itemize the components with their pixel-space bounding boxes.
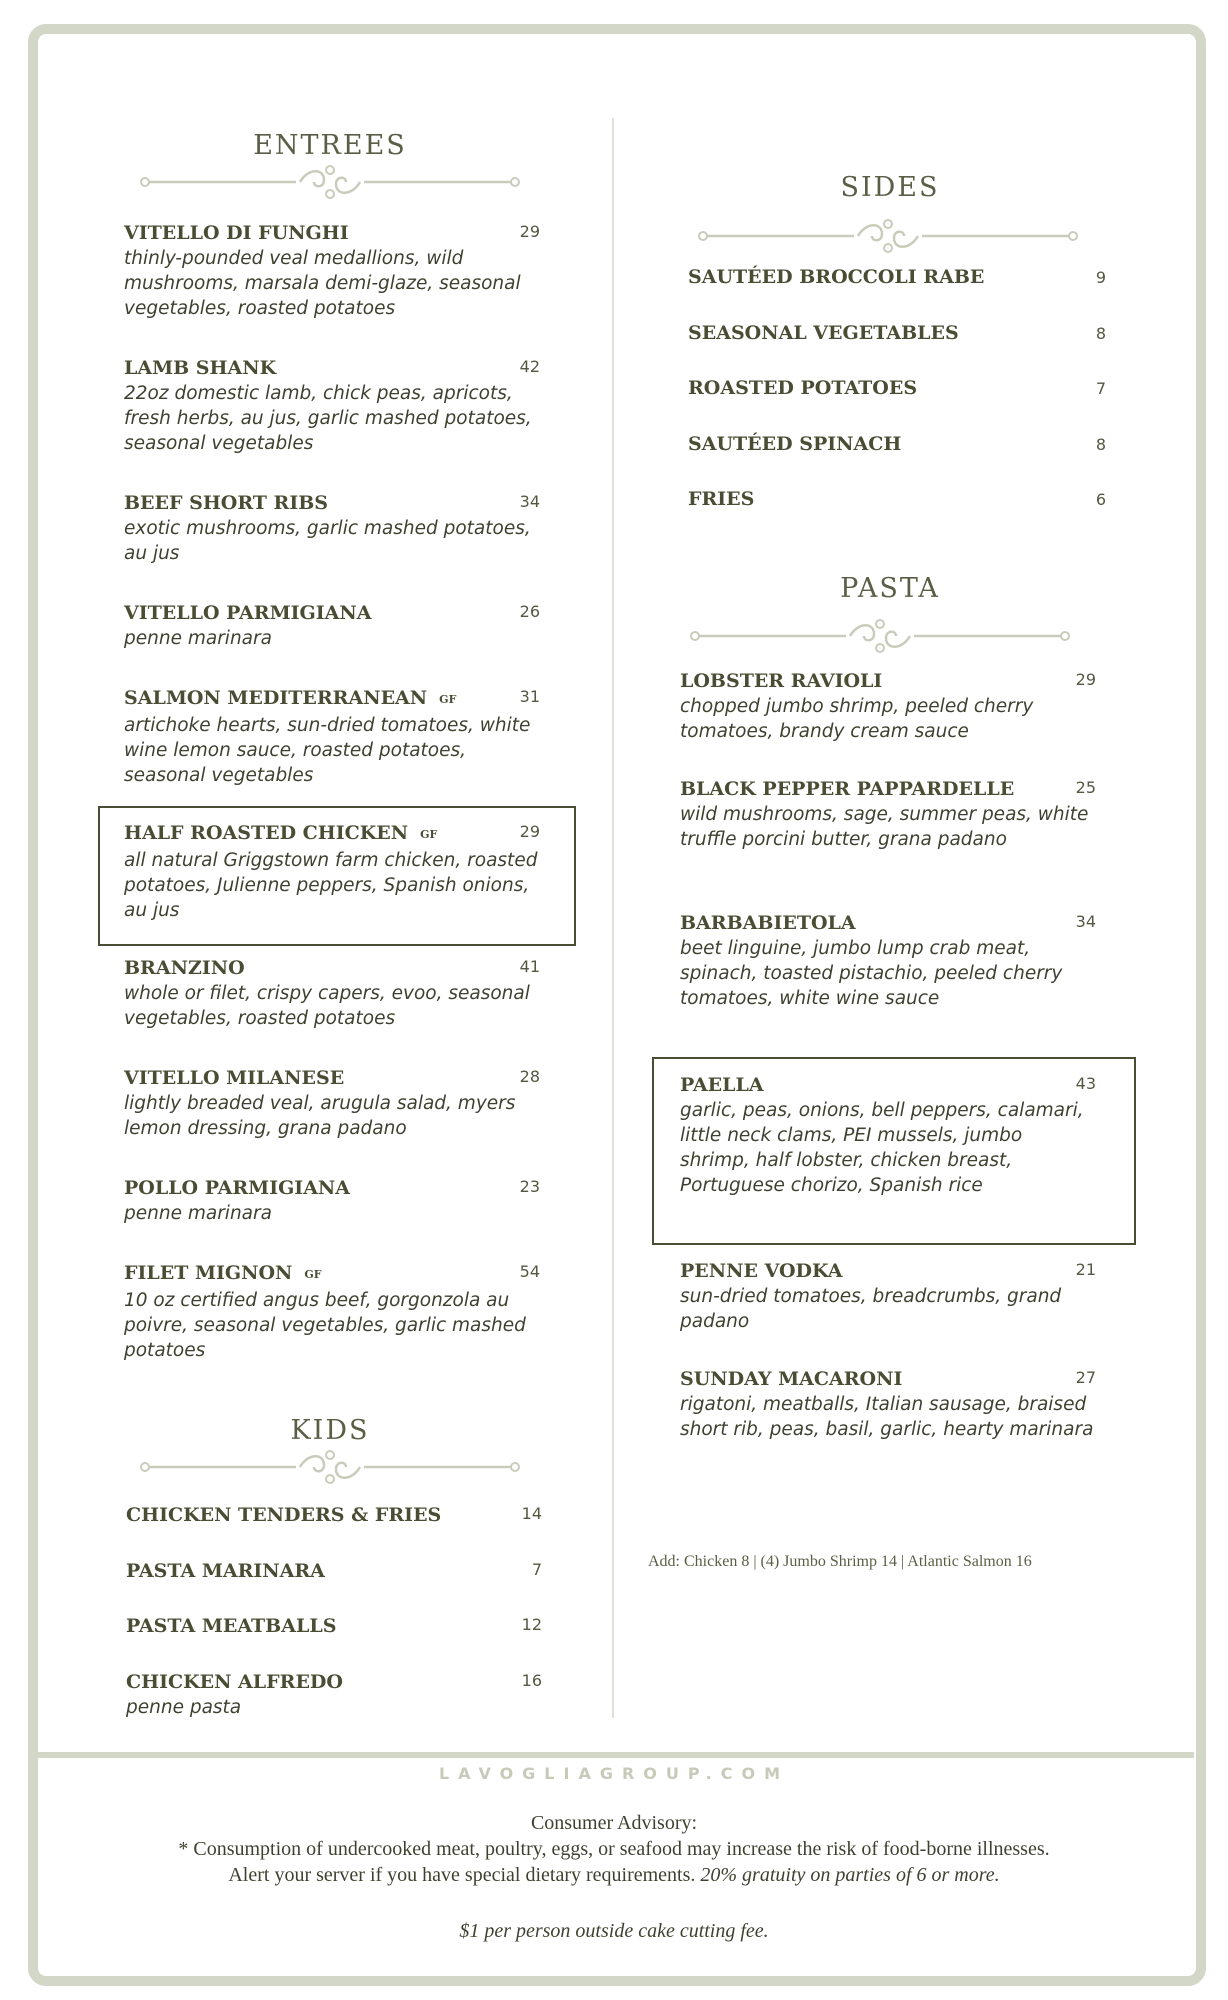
entree-description: penne marinara [124, 1203, 272, 1224]
entree-item [124, 490, 540, 566]
sides-divider-ornament [698, 216, 1078, 256]
entree-item [124, 355, 540, 456]
pasta-item [680, 1366, 1096, 1442]
side-item [688, 266, 1106, 288]
side-item [688, 488, 1106, 510]
website-link[interactable]: LAVOGLIAGROUP.COM [438, 1764, 790, 1783]
kids-price: 16 [521, 1671, 542, 1690]
side-price: 6 [1095, 490, 1106, 509]
pasta-price: 34 [1075, 912, 1096, 931]
entree-price: 42 [519, 357, 540, 376]
kids-name: PASTA MARINARA [126, 1560, 325, 1582]
entree-item [124, 1260, 540, 1363]
entree-price: 29 [519, 222, 540, 241]
kids-item [126, 1502, 542, 1528]
pasta-addons: Add: Chicken 8 | (4) Jumbo Shrimp 14 | Atlantic Salmon 16 [648, 1553, 1032, 1570]
entree-description: artichoke hearts, sun-dried tomatoes, white wine lemon sauce, roasted potatoes, seasonal vegetables [124, 715, 531, 786]
kids-item [126, 1558, 542, 1584]
entree-name: VITELLO MILANESE [124, 1067, 345, 1089]
pasta-name: PAELLA [680, 1074, 764, 1096]
kids-name: PASTA MEATBALLS [126, 1615, 337, 1637]
pasta-divider-ornament [690, 616, 1070, 656]
dietary-note: Alert your server if you have special dietary requirements. [228, 1864, 696, 1886]
side-item [688, 322, 1106, 344]
advisory-line-2 [0, 1864, 1228, 1887]
pasta-price: 25 [1075, 778, 1096, 797]
entree-item [124, 1065, 540, 1141]
gratuity-note: 20% gratuity on parties of 6 or more. [700, 1864, 1000, 1886]
pasta-description: rigatoni, meatballs, Italian sausage, braised short rib, peas, basil, garlic, hearty marinara [680, 1394, 1094, 1440]
gluten-free-badge: GF [420, 828, 438, 841]
kids-name: CHICKEN TENDERS & FRIES [126, 1504, 442, 1526]
pasta-price: 27 [1075, 1368, 1096, 1387]
entree-name: POLLO PARMIGIANA [124, 1177, 351, 1199]
pasta-item [680, 910, 1096, 1011]
kids-title: KIDS [290, 1415, 370, 1446]
entree-description: 10 oz certified angus beef, gorgonzola au poivre, seasonal vegetables, garlic mashed potatoes [124, 1290, 526, 1361]
flourish-icon [698, 216, 1078, 256]
pasta-name: LOBSTER RAVIOLI [680, 670, 883, 692]
entree-price: 31 [519, 687, 540, 706]
pasta-item [680, 1258, 1096, 1334]
kids-price: 7 [531, 1560, 542, 1579]
entree-description: thinly-pounded veal medallions, wild mushrooms, marsala demi-glaze, seasonal vegetables, roasted potatoes [124, 248, 521, 319]
entree-price: 34 [519, 492, 540, 511]
entree-name: VITELLO DI FUNGHI [124, 222, 349, 244]
pasta-item [680, 1072, 1096, 1198]
side-price: 8 [1095, 324, 1106, 343]
kids-price: 14 [521, 1504, 542, 1523]
side-name: SAUTÉED SPINACH [688, 433, 902, 455]
flourish-icon [690, 616, 1070, 656]
side-name: SAUTÉED BROCCOLI RABE [688, 266, 985, 288]
entree-name: LAMB SHANK [124, 357, 277, 379]
entree-price: 28 [519, 1067, 540, 1086]
pasta-name: BARBABIETOLA [680, 912, 856, 934]
advisory-line-1: * Consumption of undercooked meat, poultry, eggs, or seafood may increase the risk of food-borne illnesses. [178, 1838, 1050, 1860]
flourish-icon [140, 162, 520, 202]
entree-item [124, 1175, 540, 1226]
pasta-price: 29 [1075, 670, 1096, 689]
entree-description: all natural Griggstown farm chicken, roasted potatoes, Julienne peppers, Spanish onions, au jus [124, 850, 538, 921]
kids-item [126, 1613, 542, 1639]
entree-item [124, 685, 540, 788]
side-price: 8 [1095, 435, 1106, 454]
side-item [688, 377, 1106, 399]
pasta-description: chopped jumbo shrimp, peeled cherry tomatoes, brandy cream sauce [680, 696, 1034, 742]
column-divider [612, 118, 614, 1718]
entree-price: 54 [519, 1262, 540, 1281]
footer-divider [34, 1752, 1194, 1758]
entree-description: lightly breaded veal, arugula salad, myers lemon dressing, grana padano [124, 1093, 516, 1139]
kids-item [126, 1669, 542, 1720]
advisory-title: Consumer Advisory: [530, 1812, 698, 1834]
pasta-item [680, 776, 1096, 852]
entree-name: SALMON MEDITERRANEAN [124, 687, 428, 709]
pasta-price: 21 [1075, 1260, 1096, 1279]
entree-price: 26 [519, 602, 540, 621]
pasta-name: SUNDAY MACARONI [680, 1368, 903, 1390]
kids-name: CHICKEN ALFREDO [126, 1671, 343, 1693]
entree-description: whole or filet, crispy capers, evoo, seasonal vegetables, roasted potatoes [124, 983, 530, 1029]
flourish-icon [140, 1447, 520, 1487]
entree-description: penne marinara [124, 628, 272, 649]
entree-item [124, 220, 540, 321]
entree-price: 41 [519, 957, 540, 976]
pasta-item [680, 668, 1096, 744]
entree-item [124, 820, 540, 923]
entree-description: exotic mushrooms, garlic mashed potatoes, au jus [124, 518, 531, 564]
entree-name: HALF ROASTED CHICKEN [124, 822, 409, 844]
pasta-price: 43 [1075, 1074, 1096, 1093]
kids-description: penne pasta [126, 1697, 242, 1718]
cake-fee-note: $1 per person outside cake cutting fee. [459, 1920, 769, 1942]
entree-item [124, 600, 540, 651]
pasta-description: garlic, peas, onions, bell peppers, calamari, little neck clams, PEI mussels, jumbo shrimp, half lobster, chicken breast, Portuguese chorizo, Spanish rice [680, 1100, 1084, 1196]
side-price: 9 [1095, 268, 1106, 287]
side-name: FRIES [688, 488, 755, 510]
kids-divider-ornament [140, 1447, 520, 1487]
sides-title: SIDES [840, 172, 940, 203]
side-name: SEASONAL VEGETABLES [688, 322, 959, 344]
pasta-title: PASTA [840, 573, 940, 604]
pasta-name: BLACK PEPPER PAPPARDELLE [680, 778, 1015, 800]
entree-name: VITELLO PARMIGIANA [124, 602, 372, 624]
entree-description: 22oz domestic lamb, chick peas, apricots, fresh herbs, au jus, garlic mashed potatoes, seasonal vegetables [124, 383, 532, 454]
pasta-description: beet linguine, jumbo lump crab meat, spinach, toasted pistachio, peeled cherry tomatoes, white wine sauce [680, 938, 1063, 1009]
side-name: ROASTED POTATOES [688, 377, 918, 399]
entrees-divider-ornament [140, 162, 520, 202]
entree-item [124, 955, 540, 1031]
gluten-free-badge: GF [439, 693, 457, 706]
gluten-free-badge: GF [304, 1268, 322, 1281]
pasta-description: sun-dried tomatoes, breadcrumbs, grand padano [680, 1286, 1062, 1332]
pasta-name: PENNE VODKA [680, 1260, 843, 1282]
side-price: 7 [1095, 379, 1106, 398]
side-item [688, 433, 1106, 455]
entree-price: 29 [519, 822, 540, 841]
entree-price: 23 [519, 1177, 540, 1196]
entree-name: BEEF SHORT RIBS [124, 492, 329, 514]
entree-name: BRANZINO [124, 957, 245, 979]
entree-name: FILET MIGNON [124, 1262, 293, 1284]
kids-price: 12 [521, 1615, 542, 1634]
pasta-description: wild mushrooms, sage, summer peas, white truffle porcini butter, grana padano [680, 804, 1089, 850]
entrees-title: ENTREES [253, 130, 407, 161]
